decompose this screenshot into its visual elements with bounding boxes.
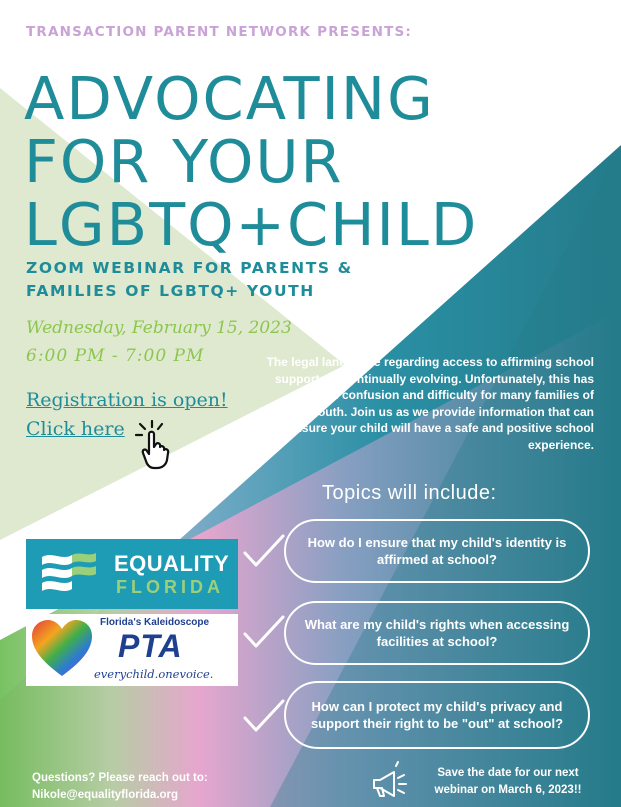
megaphone-icon bbox=[368, 760, 408, 800]
heart-logo-icon bbox=[30, 618, 94, 678]
contact-line-1: Questions? Please reach out to: bbox=[32, 772, 208, 784]
florida-logo-text: FLORIDA bbox=[116, 577, 224, 597]
pta-logo bbox=[26, 614, 238, 686]
contact-email[interactable]: Nikole@equalityflorida.org bbox=[32, 788, 179, 801]
title-line-1: ADVOCATING bbox=[24, 64, 435, 133]
check-icon bbox=[242, 698, 286, 734]
click-hand-icon[interactable] bbox=[134, 420, 186, 470]
title-line-2: FOR YOUR bbox=[24, 127, 344, 196]
subtitle-line-1: ZOOM WEBINAR FOR PARENTS & bbox=[26, 259, 353, 277]
topic-pill-1 bbox=[284, 519, 590, 583]
topic-pill-3 bbox=[284, 681, 590, 749]
click-here-link[interactable]: Click here bbox=[26, 418, 125, 440]
save-the-date-line-2: webinar on March 6, 2023!! bbox=[434, 783, 582, 796]
topic-pill-2 bbox=[284, 601, 590, 665]
intro-paragraph: The legal landscape regarding access to affirming school supports is continually evolving. Unfortunately, this has caused confusion and difficulty for many families of LGBTQ+ youth. Join us as we provide information that can help ensure your child will have a safe and positive school experience. bbox=[258, 355, 594, 452]
save-the-date bbox=[410, 765, 606, 798]
equality-florida-logo bbox=[26, 539, 238, 609]
topic-text-2: What are my child's rights when accessing facilities at school? bbox=[304, 616, 570, 649]
pta-main-text: PTA bbox=[118, 628, 183, 664]
topic-text-1: How do I ensure that my child's identity is affirmed at school? bbox=[307, 534, 567, 567]
presenter-heading: TRANSACTION PARENT NETWORK PRESENTS: bbox=[26, 24, 412, 40]
topic-text-3: How can I protect my child's privacy and support their right to be "out" at school? bbox=[310, 698, 564, 731]
pta-tagline: everychild.onevoice. bbox=[94, 667, 214, 681]
event-time: 6:00 PM - 7:00 PM bbox=[26, 346, 205, 366]
save-the-date-line-1: Save the date for our next bbox=[437, 767, 579, 779]
event-date: Wednesday, February 15, 2023 bbox=[26, 318, 292, 338]
title-line-3: LGBTQ+CHILD bbox=[24, 190, 479, 259]
contact-info bbox=[32, 770, 208, 803]
check-icon bbox=[242, 533, 286, 569]
subtitle-line-2: FAMILIES OF LGBTQ+ YOUTH bbox=[26, 282, 315, 300]
registration-link[interactable]: Registration is open! bbox=[26, 389, 228, 411]
check-icon bbox=[242, 614, 286, 650]
topics-heading: Topics will include: bbox=[322, 482, 497, 504]
equality-logo-text: EQUALITY bbox=[114, 551, 230, 576]
pta-top-text: Florida's Kaleidoscope bbox=[100, 617, 210, 628]
